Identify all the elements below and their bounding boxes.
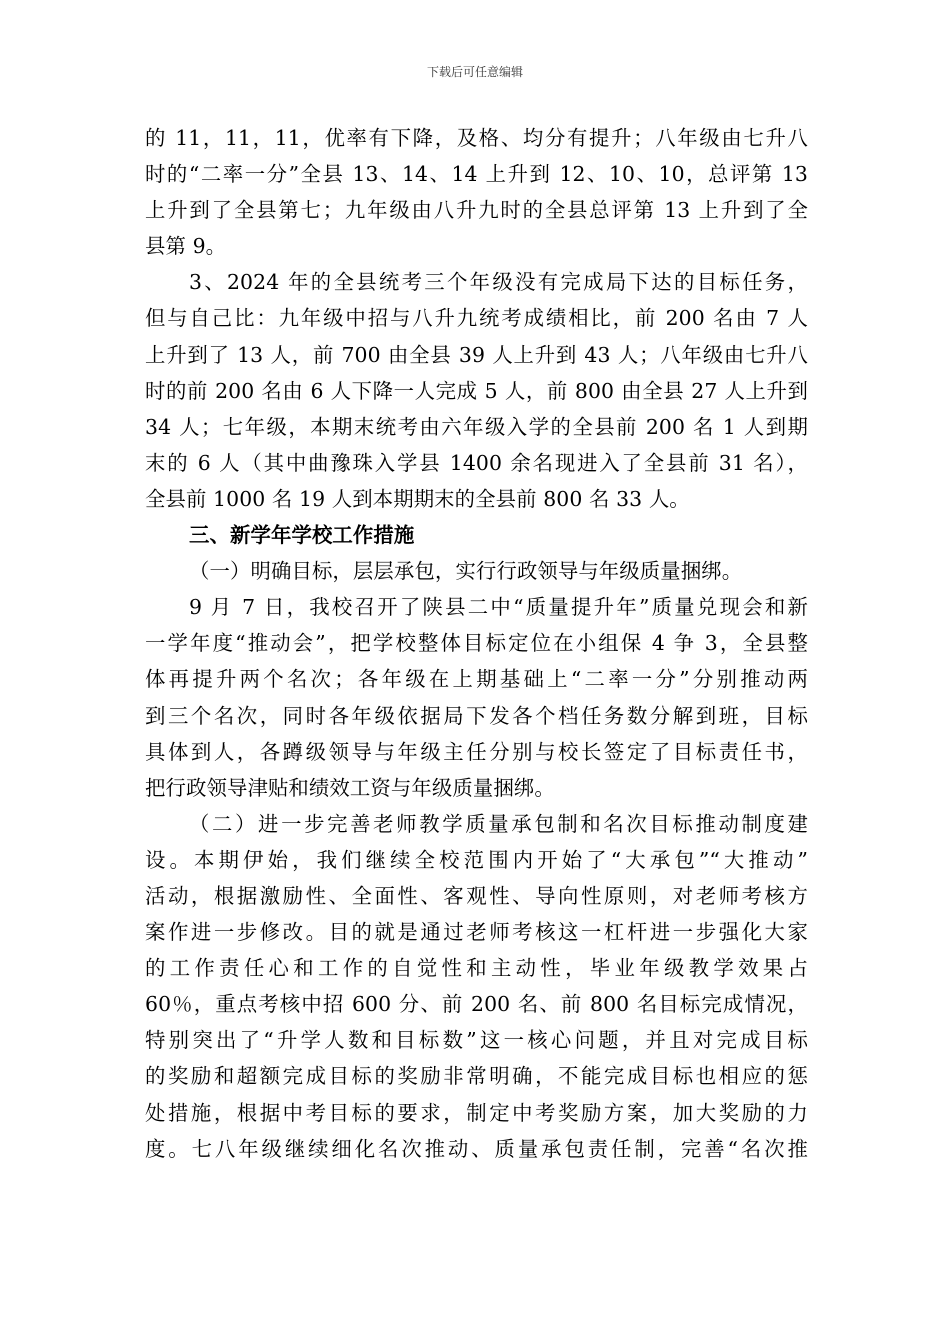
- text-line: 案作进一步修改。目的就是通过老师考核这一杠杆进一步强化大家: [145, 920, 808, 945]
- text-line: 的 11，11，11，优率有下降，及格、均分有提升；八年级由七升八: [145, 126, 808, 150]
- text-line: 具体到人，各蹲级领导与年级主任分别与校长签定了目标责任书，: [145, 739, 808, 764]
- text-line: 把行政领导津贴和绩效工资与年级质量捆绑。: [145, 775, 555, 800]
- text-line: 60％，重点考核中招 600 分、前 200 名、前 800 名目标完成情况，: [145, 992, 808, 1017]
- text-line: 全县前 1000 名 19 人到本期期末的全县前 800 名 33 人。: [145, 486, 690, 511]
- text-line: 3、2024 年的全县统考三个年级没有完成局下达的目标任务，: [189, 270, 808, 295]
- text-line: 9 月 7 日，我校召开了陕县二中“质量提升年”质量兑现会和新: [189, 595, 808, 620]
- text-line: 时的前 200 名由 6 人下降一人完成 5 人，前 800 由全县 27 人上升到: [145, 378, 808, 403]
- document-body: [145, 120, 808, 1167]
- text-line: 处措施，根据中考目标的要求，制定中考奖励方案，加大奖励的力: [145, 1100, 808, 1125]
- text-line: 时的“二率一分”全县 13、14、14 上升到 12、10、10，总评第 13: [145, 162, 808, 187]
- text-line: （二）进一步完善老师教学质量承包制和名次目标推动制度建: [189, 811, 808, 836]
- page-header: 下载后可任意编辑: [426, 65, 523, 79]
- text-line: 设。本期伊始，我们继续全校范围内开始了“大承包”“大推动”: [145, 847, 808, 872]
- text-line: （一）明确目标，层层承包，实行行政领导与年级质量捆绑。: [189, 559, 743, 584]
- text-line: 34 人；七年级，本期末统考由六年级入学的全县前 200 名 1 人到期: [145, 414, 808, 439]
- text-line: 县第 9。: [145, 234, 227, 259]
- text-line: 但与自己比：九年级中招与八升九统考成绩相比，前 200 名由 7 人: [145, 306, 808, 331]
- text-line: 的奖励和超额完成目标的奖励非常明确，不能完成目标也相应的惩: [145, 1064, 808, 1089]
- text-line: 到三个名次，同时各年级依据局下发各个档任务数分解到班，目标: [145, 703, 808, 728]
- text-line: 度。七八年级继续细化名次推动、质量承包责任制，完善“名次推: [145, 1136, 808, 1161]
- text-line: 上升到了全县第七；九年级由八升九时的全县总评第 13 上升到了全: [145, 198, 808, 223]
- text-line: 特别突出了“升学人数和目标数”这一核心问题，并且对完成目标: [145, 1028, 808, 1053]
- text-line: 活动，根据激励性、全面性、客观性、导向性原则，对老师考核方: [145, 883, 808, 908]
- text-line: 的工作责任心和工作的自觉性和主动性，毕业年级教学效果占: [145, 956, 808, 981]
- section-heading: 三、新学年学校工作措施: [189, 523, 415, 548]
- text-line: 末的 6 人（其中曲豫珠入学县 1400 余名现进入了全县前 31 名），: [145, 450, 808, 475]
- text-line: 一学年度“推动会”，把学校整体目标定位在小组保 4 争 3，全县整: [145, 631, 808, 656]
- text-line: 体再提升两个名次；各年级在上期基础上“二率一分”分别推动两: [145, 667, 808, 692]
- text-line: 上升到了 13 人，前 700 由全县 39 人上升到 43 人；八年级由七升八: [145, 342, 808, 367]
